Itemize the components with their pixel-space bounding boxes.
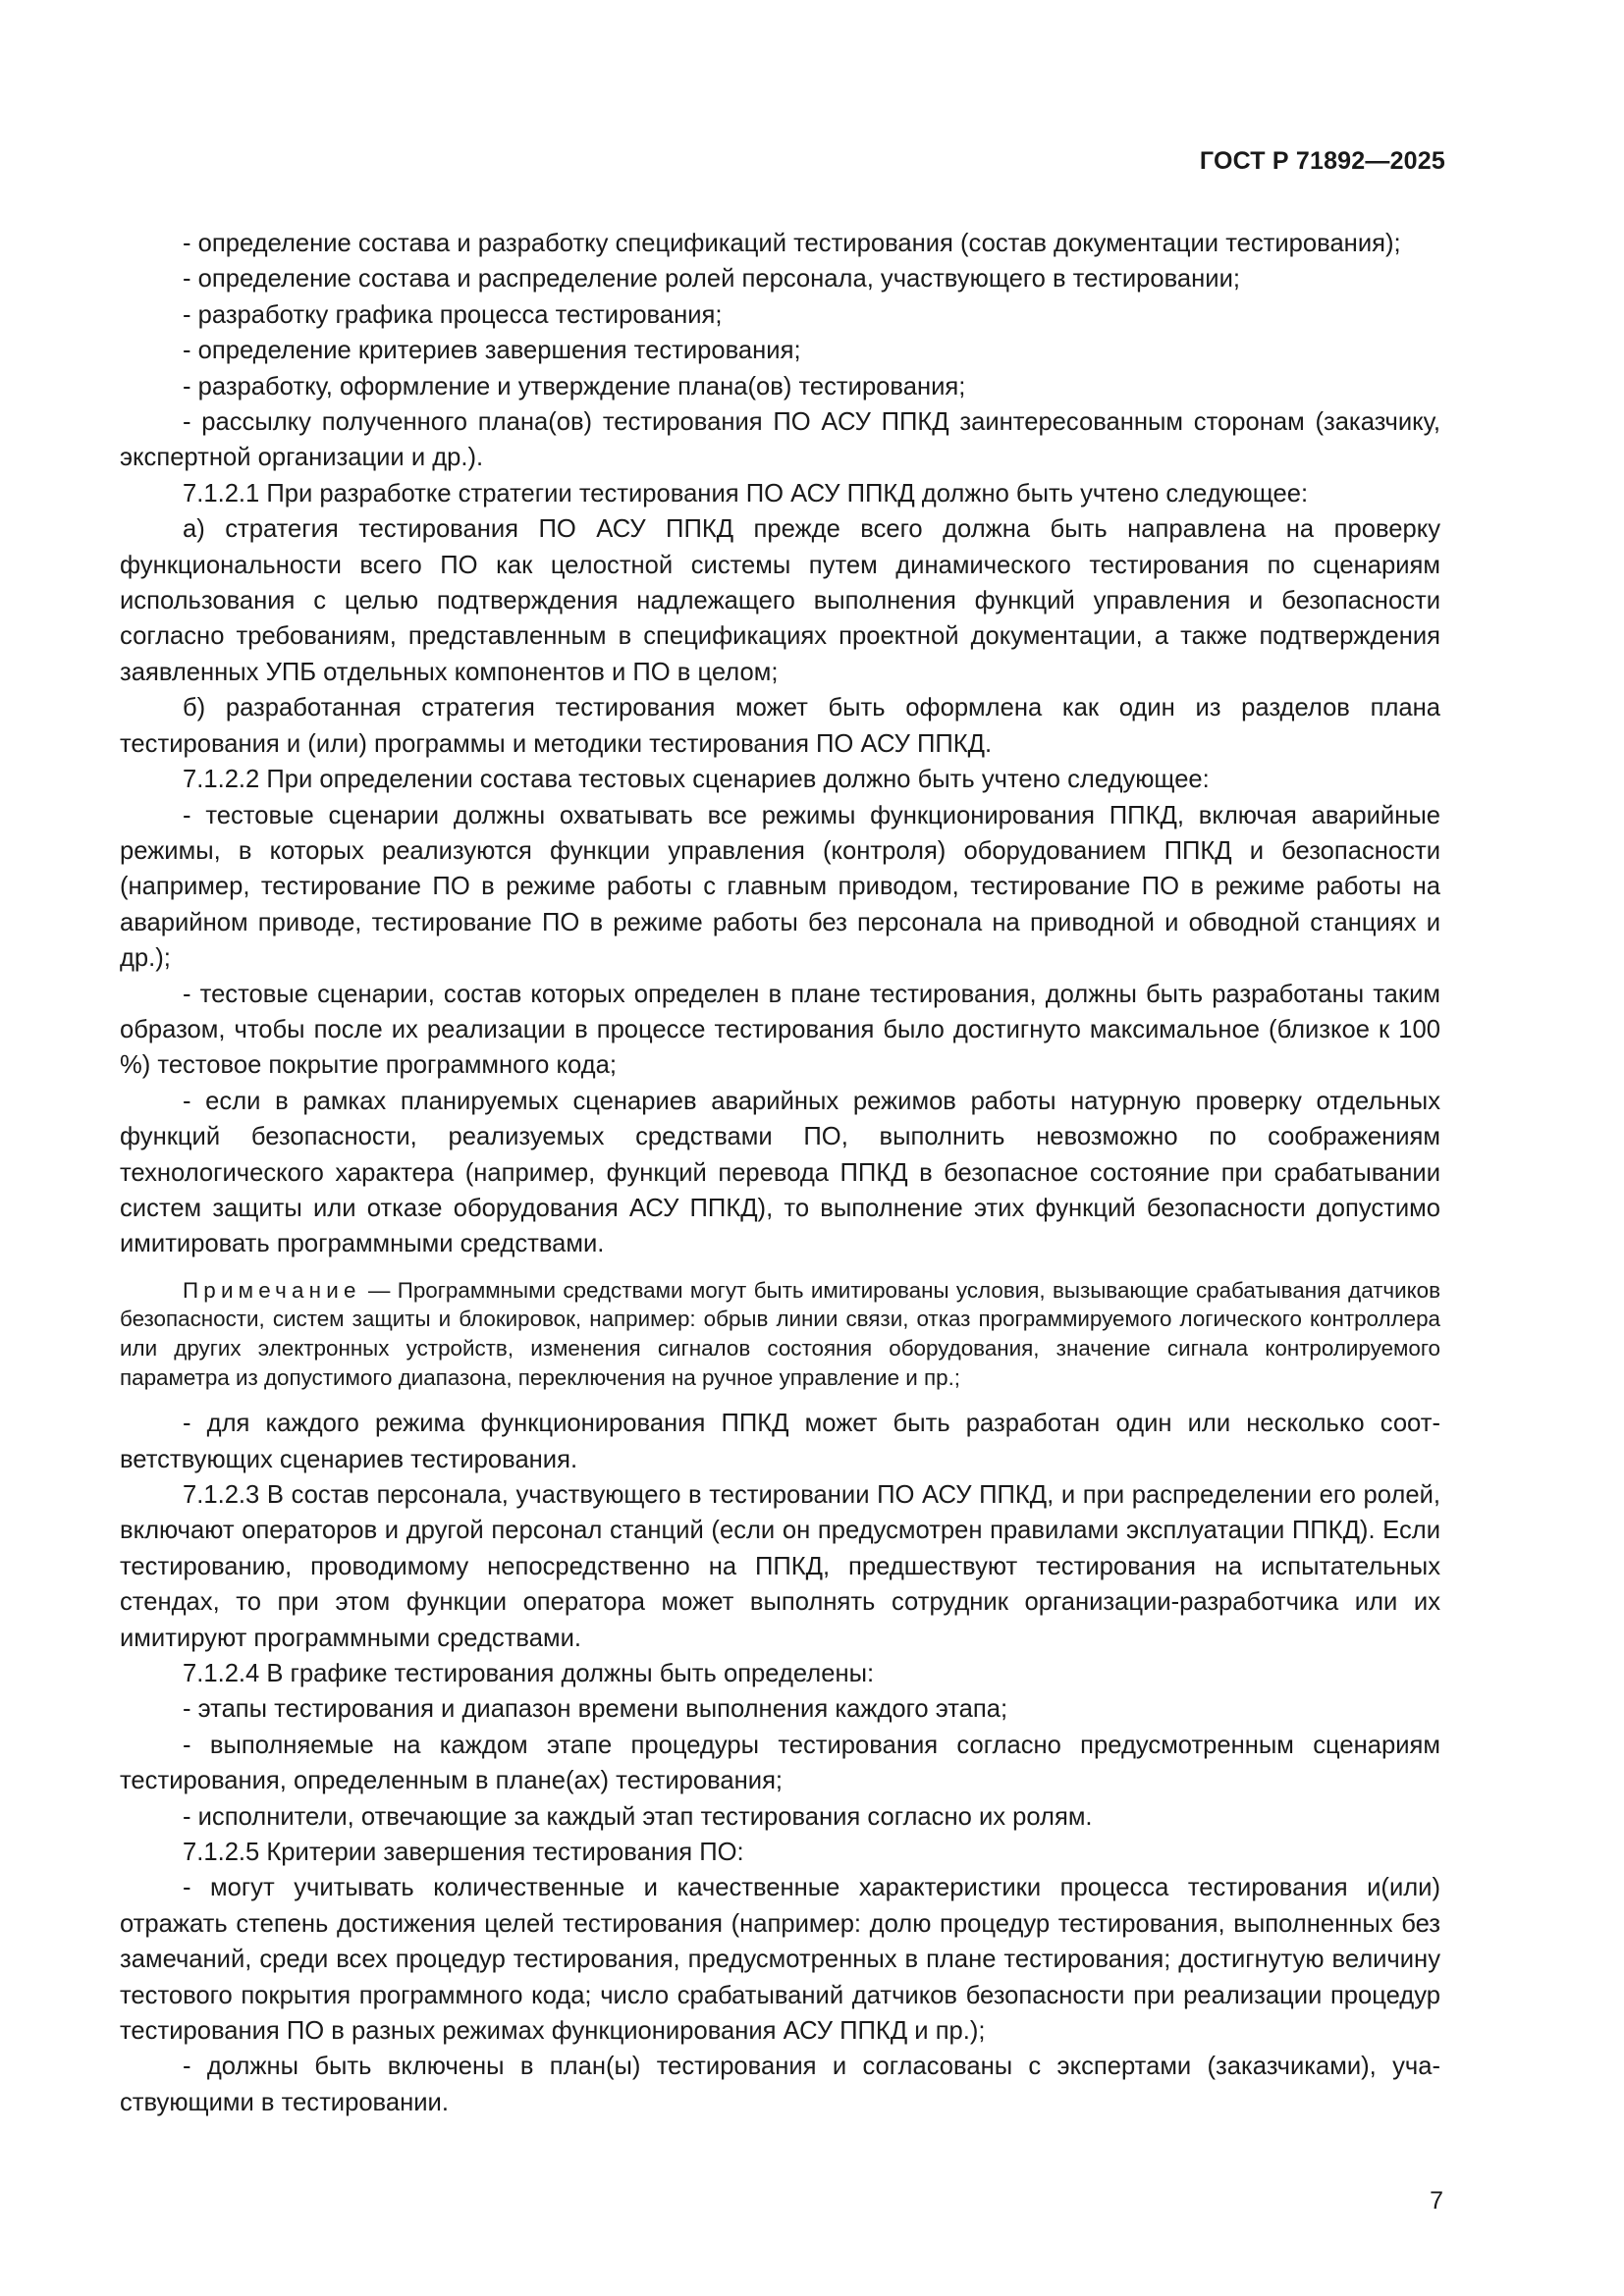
page-number: 7 xyxy=(1430,2187,1443,2215)
clause-7-1-2-5: 7.1.2.5 Критерии завершения тестирования ПО: xyxy=(183,1839,744,1867)
document-designation: ГОСТ Р 71892—2025 xyxy=(1199,147,1445,175)
list-item: - для каждого режима функционирования ППКД может быть разработан один или несколько соответствующих сценариев тестирования. xyxy=(120,1410,1440,1473)
list-item: - разработку графика процесса тестирования; xyxy=(183,300,723,329)
list-item: - разработку, оформление и утверждение плана(ов) тестирования; xyxy=(183,372,966,400)
list-item: - рассылку полученного плана(ов) тестирования ПО АСУ ППКД заинтересованным сторонам (заказчику, экспертной организации и др.). xyxy=(120,408,1440,472)
list-item: - выполняемые на каждом этапе процедуры тестирования согласно предусмотренным сценариям тестирования, определенным в плане(ах) тестирования; xyxy=(120,1731,1440,1795)
clause-7-1-2-2: 7.1.2.2 При определении состава тестовых сценариев должно быть учтено следующее: xyxy=(183,766,1210,794)
list-item: - если в рамках планируемых сценариев аварийных режимов работы натурную проверку отдельных функций безопасности, реализуемых средствами ПО, выполнить невозможно по соображениям технологического характера (например, функций перевода ППКД в безопасное состояние при срабатывании систем защиты или отказе оборудования АСУ ППКД), то выполнение этих функций безопасности допустимо имитировать программными средствами. xyxy=(120,1087,1440,1258)
list-item: а) стратегия тестирования ПО АСУ ППКД прежде всего должна быть направлена на проверку функциональности всего ПО как целостной системы путем динамического тестирования по сценариям использования с целью подтверждения надлежащего выполнения функций управления и безопасности согласно требованиям, представленным в спецификациях проектной документации, а также подтверждения заявленных УПБ отдельных компонентов и ПО в целом; xyxy=(120,515,1440,686)
clause-7-1-2-4: 7.1.2.4 В графике тестирования должны быть определены: xyxy=(183,1660,875,1687)
list-item: б) разработанная стратегия тестирования может быть оформлена как один из разделов плана тестирования и (или) программы и методики тестирования ПО АСУ ППКД. xyxy=(120,694,1440,758)
clause-7-1-2-3: 7.1.2.3 В состав персонала, участвующего в тестировании ПО АСУ ППКД, и при распределении его ролей, включают операторов и другой персонал станций (если он предусмотрен правилами эксплуатации ППКД). Если тестированию, проводимому непосредственно на ППКД, предшествуют тестирования на испытательных стендах, то при этом функции оператора может выполнять сотрудник организации-разработчика или их имитируют программными средствами. xyxy=(120,1480,1440,1652)
note-text: — Программными средствами могут быть имитированы условия, вызывающие срабатывания датчиков безопасности, систем защиты и блокировок, например: обрыв линии связи, отказ программируемого логического контроллера или других электронных устройств, изменения сигналов состояния оборудования, значение сигнала контролируемого параметра из допустимого диапазона, переключения на ручное управление и пр.; xyxy=(120,1277,1440,1390)
list-item: - определение состава и разработку спецификаций тестирования (состав документации тестирования); xyxy=(183,230,1401,257)
document-body xyxy=(120,226,1440,2120)
list-item: - могут учитывать количественные и качественные характеристики процесса тестирования и(или) отражать степень достижения целей тестирования (например: долю процедур тестирования, выполненных без замечаний, среди всех процедур тестирования, предусмотренных в плане тестирования; достигнутую величину тестового покрытия программного кода; число срабатываний датчиков безопасности при реализации процедур тестирования ПО в разных режимах функционирования АСУ ППКД и пр.); xyxy=(120,1874,1440,2046)
list-item: - тестовые сценарии должны охватывать все режимы функционирования ППКД, включая аварийные режимы, в которых реализуются функции управления (контроля) оборудованием ППКД и безопасности (например, тестирование ПО в режиме работы с главным приводом, тестирование ПО в режиме работы на аварийном приводе, тестирование ПО в режиме работы без персонала на приводной и обводной станциях и др.); xyxy=(120,801,1440,973)
list-item: - определение состава и распределение ролей персонала, участвующего в тестировании; xyxy=(183,265,1240,294)
list-item: - тестовые сценарии, состав которых определен в плане тестирования, должны быть разработаны таким образом, чтобы после их реализации в процессе тестирования было достигнуто максимальное (близкое к 100 %) тестовое покрытие программного кода; xyxy=(120,980,1440,1080)
clause-7-1-2-1: 7.1.2.1 При разработке стратегии тестирования ПО АСУ ППКД должно быть учтено следующее: xyxy=(183,479,1309,507)
list-item: - этапы тестирования и диапазон времени выполнения каждого этапа; xyxy=(183,1695,1008,1724)
note xyxy=(120,1276,1440,1392)
list-item: - исполнители, отвечающие за каждый этап тестирования согласно их ролям. xyxy=(183,1802,1093,1831)
list-item: - должны быть включены в план(ы) тестирования и согласованы с экспертами (заказчиками), участвующими в тестировании. xyxy=(120,2053,1440,2116)
list-item: - определение критериев завершения тестирования; xyxy=(183,337,801,365)
note-label: Примечание xyxy=(183,1277,361,1303)
